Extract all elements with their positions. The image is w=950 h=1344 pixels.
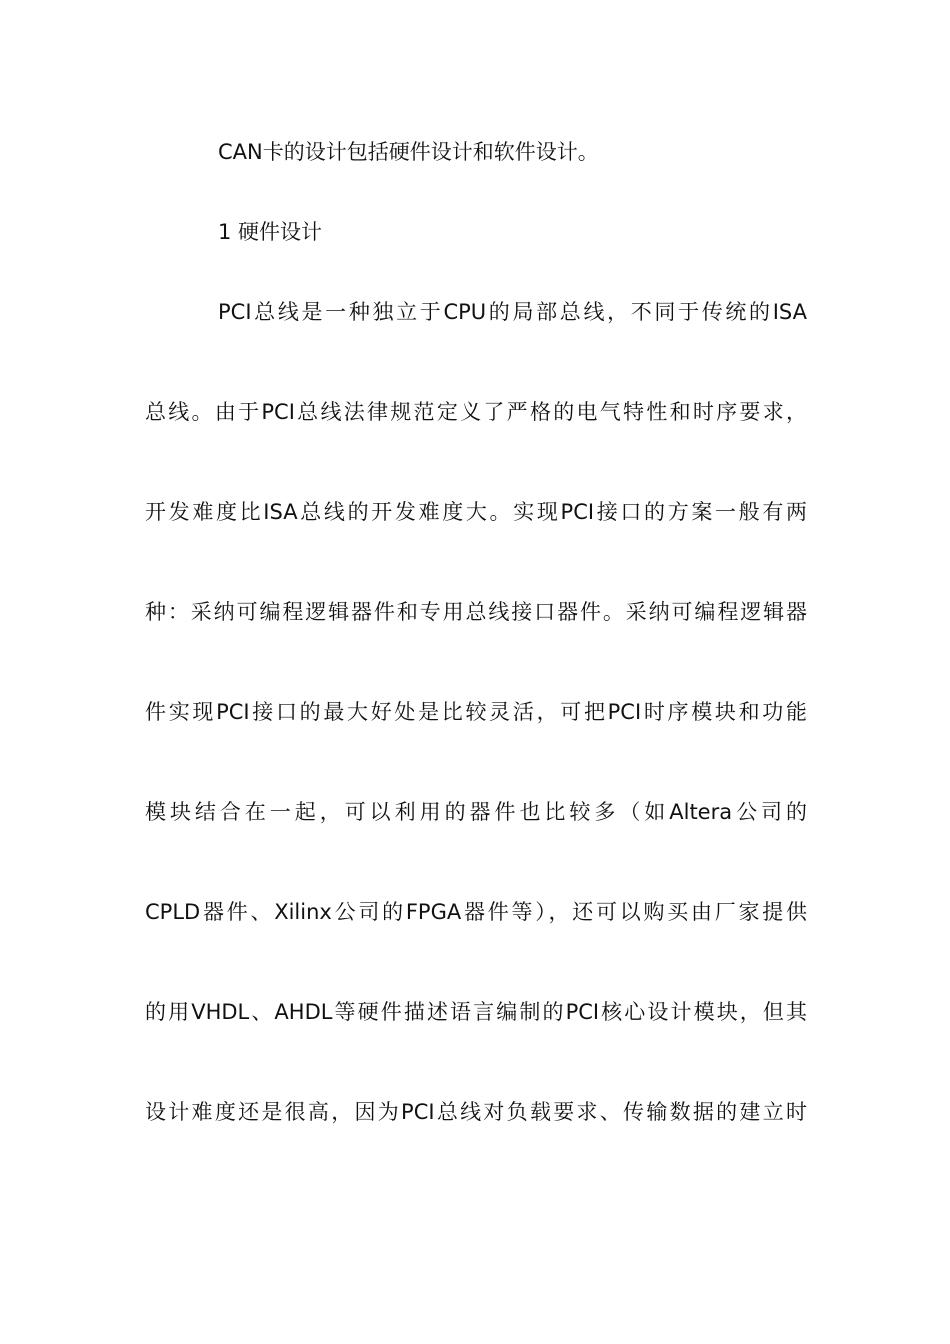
section-heading: 1 硬件设计 bbox=[218, 220, 323, 244]
paragraph-line: 设计难度还是很高，因为PCI总线对负载要求、传输数据的建立时 bbox=[145, 1100, 807, 1124]
paragraph-line: 的用VHDL、AHDL等硬件描述语言编制的PCI核心设计模块，但其 bbox=[145, 1000, 807, 1024]
paragraph-line: 开发难度比ISA总线的开发难度大。实现PCI接口的方案一般有两 bbox=[145, 500, 807, 524]
paragraph-line: 模块结合在一起，可以利用的器件也比较多（如Altera公司的 bbox=[145, 800, 807, 824]
paragraph-line: CPLD器件、Xilinx公司的FPGA器件等），还可以购买由厂家提供 bbox=[145, 900, 807, 924]
paragraph-line: 件实现PCI接口的最大好处是比较灵活，可把PCI时序模块和功能 bbox=[145, 700, 807, 724]
paragraph-line: 种：采纳可编程逻辑器件和专用总线接口器件。采纳可编程逻辑器 bbox=[145, 600, 807, 624]
paragraph-line: 总线。由于PCI总线法律规范定义了严格的电气特性和时序要求， bbox=[145, 400, 807, 424]
intro-line: CAN卡的设计包括硬件设计和软件设计。 bbox=[218, 140, 599, 164]
paragraph-line: PCI总线是一种独立于CPU的局部总线，不同于传统的ISA bbox=[218, 300, 807, 324]
